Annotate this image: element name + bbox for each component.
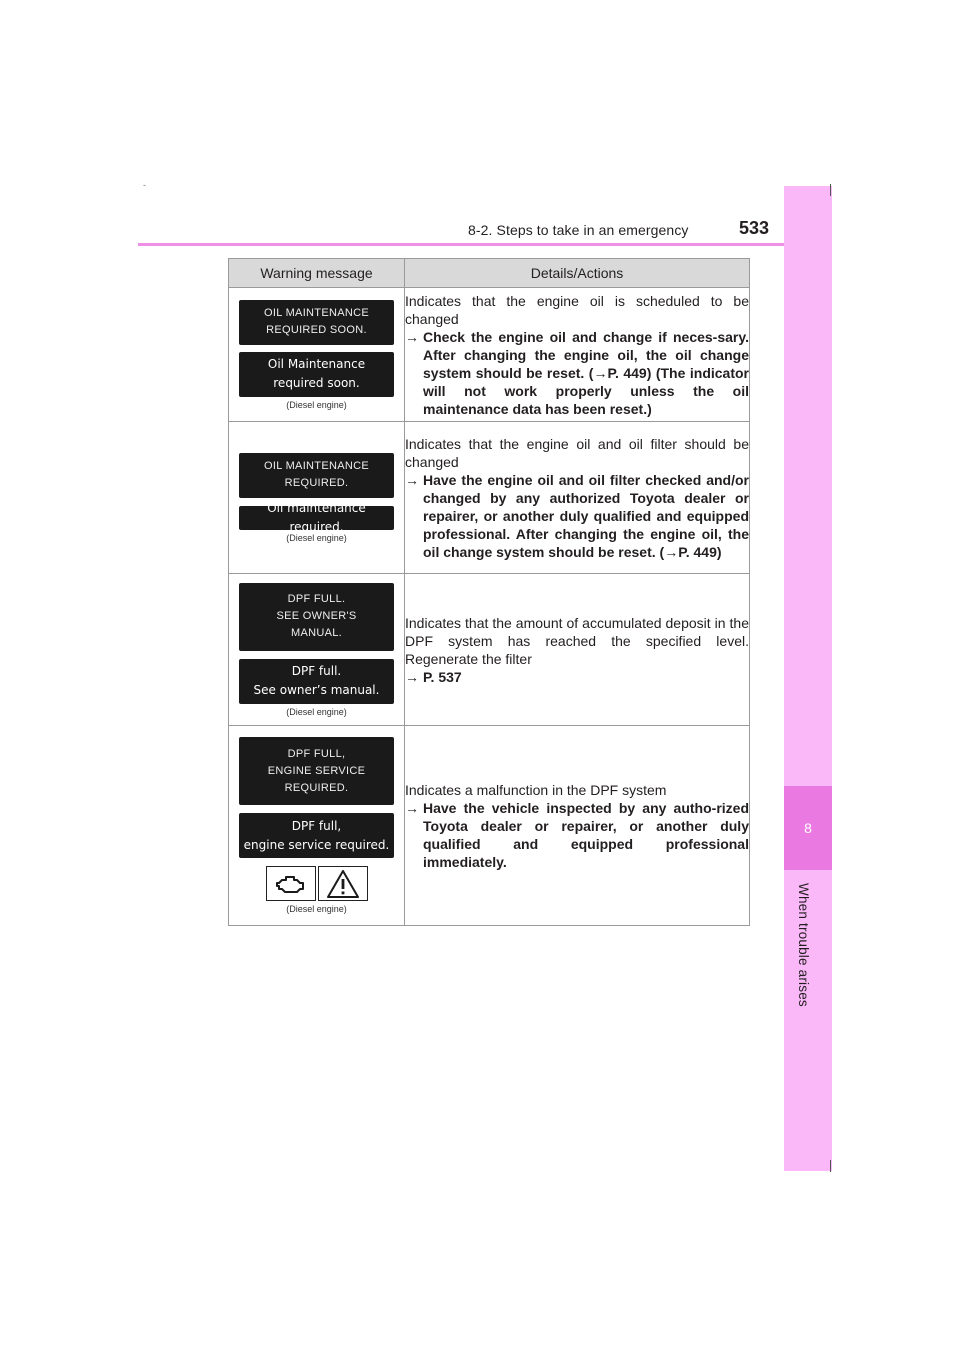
warning-image-cell — [229, 288, 405, 422]
header-rule — [138, 243, 832, 246]
table-row — [229, 422, 750, 574]
details-cell — [405, 288, 750, 422]
crop-mark — [830, 1160, 831, 1172]
warning-image-cell — [229, 726, 405, 926]
display-new-style: Oil maintenance required. — [239, 506, 394, 530]
details-intro: Indicates that the engine oil and oil filter should be changed — [405, 435, 749, 470]
chapter-title[interactable]: When trouble arises — [796, 883, 811, 1007]
warning-message-table — [228, 258, 750, 926]
warning-image-cell — [229, 574, 405, 726]
action-text — [423, 471, 749, 561]
display-old-style: DPF FULL. SEE OWNER'S MANUAL. — [239, 583, 394, 651]
action-text: Have the vehicle inspected by any autho-rized Toyota dealer or repairer, or another duly qualified and equipped professional immediately. — [423, 799, 749, 870]
action-text-start: Check the engine oil and change if neces-sary. After changing the engine oil, the oil change system should be reset. ( — [423, 328, 749, 381]
page-reference-link[interactable]: P. 537 — [423, 668, 462, 685]
indicator-icons — [229, 866, 404, 901]
image-caption: (Diesel engine) — [286, 399, 347, 410]
arrow-icon: → — [405, 668, 419, 685]
action-line — [405, 668, 749, 686]
details-cell — [405, 726, 750, 926]
engine-check-icon — [266, 866, 316, 901]
column-header-details-actions: Details/Actions — [405, 259, 750, 288]
page-ref-arrow: → — [664, 543, 679, 560]
section-title: 8-2. Steps to take in an emergency — [468, 222, 689, 238]
crop-mark — [830, 184, 831, 196]
chapter-number: 8 — [804, 820, 812, 836]
display-new-style: DPF full, engine service required. — [239, 813, 394, 858]
image-caption: (Diesel engine) — [286, 706, 347, 717]
display-old-style: DPF FULL, ENGINE SERVICE REQUIRED. — [239, 737, 394, 805]
table-row — [229, 726, 750, 926]
details-cell — [405, 574, 750, 726]
details-intro: Indicates that the amount of accumulated deposit in the DPF system has reached the specified level. Regenerate the filter — [405, 614, 749, 667]
arrow-icon: → — [405, 328, 419, 345]
image-caption: (Diesel engine) — [286, 532, 347, 543]
chapter-number-box[interactable] — [784, 786, 832, 870]
side-tab — [784, 186, 832, 1171]
action-line — [405, 328, 749, 418]
display-old-style: OIL MAINTENANCE REQUIRED SOON. — [239, 300, 394, 345]
image-caption: (Diesel engine) — [286, 904, 347, 914]
page-reference-link[interactable]: P. 449) (The indicator will not work properly unless the oil maintenance data has been reset.) — [423, 364, 749, 417]
action-text — [423, 328, 749, 418]
page-reference-link[interactable]: P. 449) — [678, 543, 722, 560]
action-text-start: Have the engine oil and oil filter checked and/or changed by any authorized Toyota dealer or repairer, or another duly qualified and equipped professional. After changing the engine oil, the oil change system should be reset. ( — [423, 471, 749, 560]
header-dash: - — [143, 180, 146, 190]
warning-image-cell — [229, 422, 405, 574]
arrow-icon: → — [405, 471, 419, 488]
details-cell — [405, 422, 750, 574]
page-number: 533 — [739, 218, 770, 238]
action-line — [405, 799, 749, 871]
action-line — [405, 471, 749, 561]
display-new-style: DPF full. See owner’s manual. — [239, 659, 394, 704]
page-ref-arrow: → — [593, 364, 608, 381]
display-old-style: OIL MAINTENANCE REQUIRED. — [239, 453, 394, 498]
arrow-icon: → — [405, 799, 419, 816]
table-header-row — [229, 259, 750, 288]
warning-triangle-icon — [318, 866, 368, 901]
table-row — [229, 574, 750, 726]
display-new-style: Oil Maintenance required soon. — [239, 352, 394, 397]
details-intro: Indicates that the engine oil is scheduled to be changed — [405, 292, 749, 327]
column-header-warning-message: Warning message — [229, 259, 405, 288]
details-intro: Indicates a malfunction in the DPF system — [405, 781, 667, 798]
table-row — [229, 288, 750, 422]
